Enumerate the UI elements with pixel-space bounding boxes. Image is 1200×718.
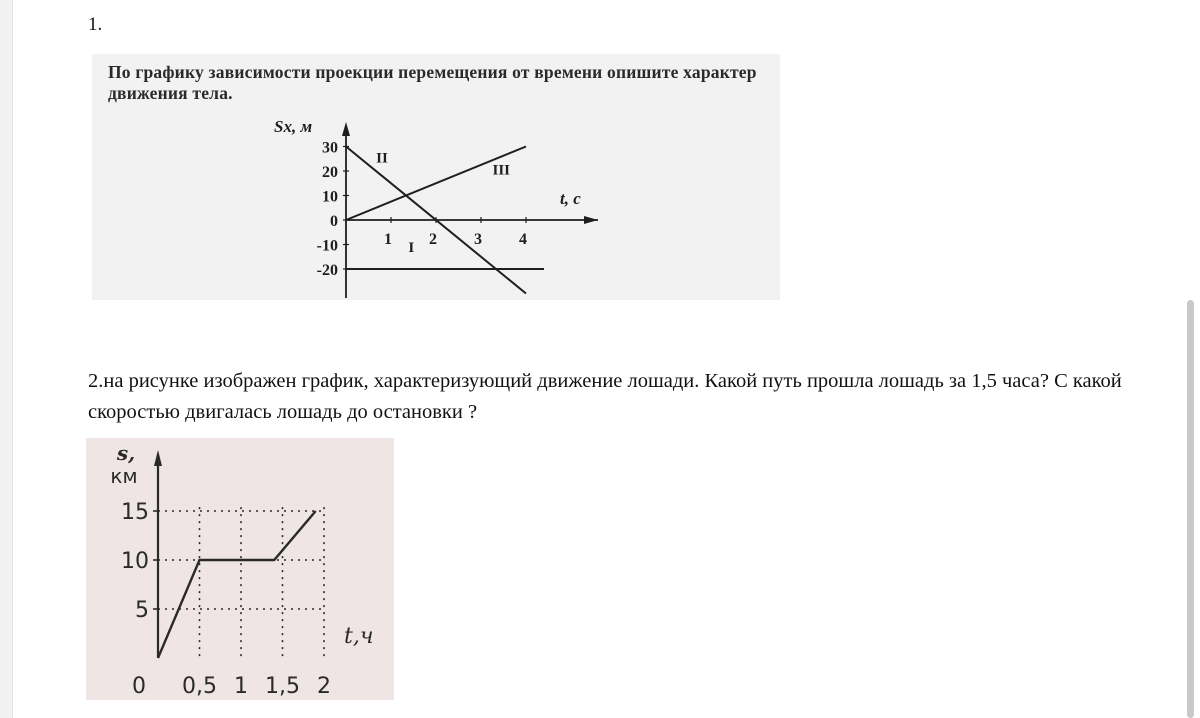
x-tick-label: 0	[132, 674, 146, 699]
page-left-margin	[0, 0, 13, 718]
x-tick-label: 1	[384, 231, 392, 248]
question-2-scan	[86, 438, 394, 700]
chart-horse-path-vs-time	[86, 438, 394, 700]
x-tick-label: 4	[519, 231, 527, 248]
series-line-III	[346, 147, 526, 221]
series-label-II: II	[376, 150, 388, 167]
x-axis-label: t,ч	[344, 624, 374, 649]
y-axis-arrow	[154, 450, 162, 466]
x-tick-label: 1	[234, 674, 248, 699]
x-tick-label: 3	[474, 231, 482, 248]
y-tick-label: 20	[322, 164, 338, 181]
y-tick-label: 30	[322, 139, 338, 157]
y-tick-label: 10	[322, 188, 338, 206]
y-tick-label: 15	[121, 500, 149, 525]
x-tick-label: 1,5	[265, 674, 300, 699]
question-2-text: 2.на рисунке изображен график, характеризующий движение лошади. Какой путь прошла лошадь за 1,5 часа? С какой скоростью двигалась лошадь до остановки ?	[88, 370, 1122, 423]
x-axis-label: t, c	[560, 189, 581, 208]
question-1-number: 1.	[88, 14, 103, 35]
question-1-scan	[92, 54, 780, 300]
chart-displacement-vs-time	[92, 54, 780, 300]
question-1-text: По графику зависимости проекции перемещения от времени опишите характер движения тела.	[108, 62, 757, 103]
x-tick-label: 2	[317, 674, 331, 699]
series-label-III: III	[492, 162, 511, 179]
y-tick-label: -10	[316, 237, 338, 255]
y-tick-label: 10	[121, 549, 149, 574]
x-tick-label: 2	[429, 231, 437, 248]
x-axis-arrow	[584, 216, 598, 224]
series-label-I: I	[408, 239, 415, 256]
y-axis-label: s,	[116, 441, 136, 465]
y-tick-label: 5	[135, 598, 149, 623]
y-axis-label: Sx, м	[274, 117, 313, 136]
y-tick-label: -20	[316, 262, 338, 279]
y-tick-label: 0	[330, 213, 338, 230]
x-tick-label: 0,5	[182, 674, 217, 699]
y-axis-arrow	[342, 122, 350, 136]
y-axis-unit: км	[110, 464, 138, 488]
vertical-scrollbar[interactable]	[1187, 300, 1194, 718]
series-line	[158, 511, 316, 658]
